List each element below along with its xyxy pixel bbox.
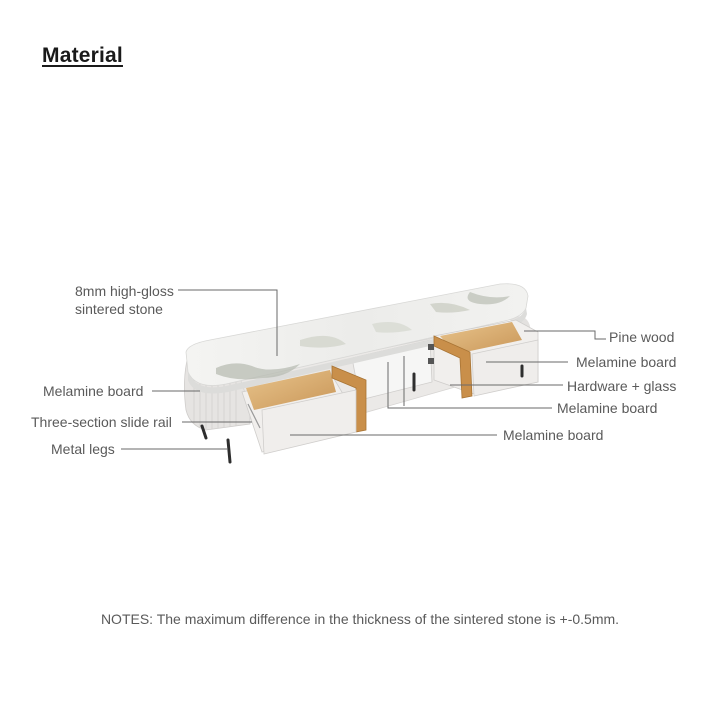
page-title: Material [42, 44, 123, 67]
notes-text: NOTES: The maximum difference in the thickness of the sintered stone is +-0.5mm. [100, 611, 620, 627]
label-melamine-board-right-bottom: Melamine board [503, 427, 604, 443]
label-hardware-glass: Hardware + glass [567, 378, 677, 394]
label-melamine-board-right-top: Melamine board [576, 354, 677, 370]
label-sintered-stone-line1: 8mm high-gloss [75, 283, 174, 299]
label-pine-wood: Pine wood [609, 329, 675, 345]
label-melamine-board-left: Melamine board [43, 383, 144, 399]
label-slide-rail: Three-section slide rail [31, 414, 172, 430]
label-metal-legs: Metal legs [51, 441, 115, 457]
label-sintered-stone-line2: sintered stone [75, 301, 163, 317]
label-melamine-board-right-mid: Melamine board [557, 400, 658, 416]
